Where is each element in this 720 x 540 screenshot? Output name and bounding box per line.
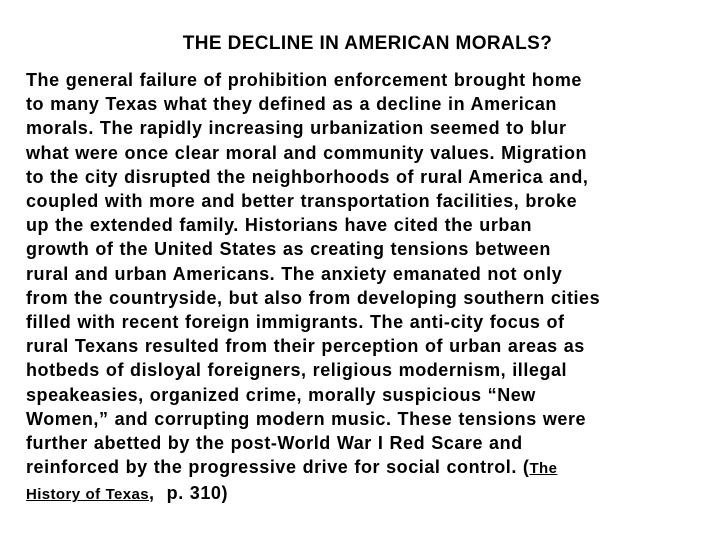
citation-separator: , [149,483,167,504]
paragraph-line: Women,” and corrupting modern music. These tensions were [26,408,587,429]
paragraph-line: speakeasies, organized crime, morally suspicious “New [26,384,536,405]
citation-book-title-part2: History of Texas [26,486,149,504]
paragraph-line: growth of the United States as creating tensions between [26,239,551,260]
citation-page: p. 310) [166,483,229,504]
paragraph-line: from the countryside, but also from developing southern cities [26,287,601,308]
paragraph-line: up the extended family. Historians have cited the urban [26,215,533,236]
citation-line [26,481,716,507]
paragraph-line: to the city disrupted the neighborhoods of rural America and, [26,166,589,187]
paragraph-line: rural Texans resulted from their perception of urban areas as [26,336,585,357]
paragraph-line-last [26,455,716,481]
citation-book-title-part1: The [529,460,558,478]
paragraph-line: further abetted by the post-World War I Red Scare and [26,433,523,454]
paragraph-line: The general failure of prohibition enforcement brought home [26,70,582,90]
paragraph-line: rural and urban Americans. The anxiety emanated not only [26,263,563,284]
last-line-text: reinforced by the progressive drive for social control. ( [26,457,530,478]
page-title: THE DECLINE IN AMERICAN MORALS? [182,33,553,54]
body-paragraph [26,68,716,508]
paragraph-line: what were once clear moral and community values. Migration [26,142,588,163]
paragraph-line: filled with recent foreign immigrants. The anti-city focus of [26,312,565,333]
paragraph-line: coupled with more and better transportation facilities, broke [26,191,578,212]
paragraph-line: to many Texas what they defined as a decline in American [26,94,557,115]
paragraph-line: hotbeds of disloyal foreigners, religious modernism, illegal [26,360,568,381]
paragraph-line: morals. The rapidly increasing urbanization seemed to blur [26,118,567,139]
